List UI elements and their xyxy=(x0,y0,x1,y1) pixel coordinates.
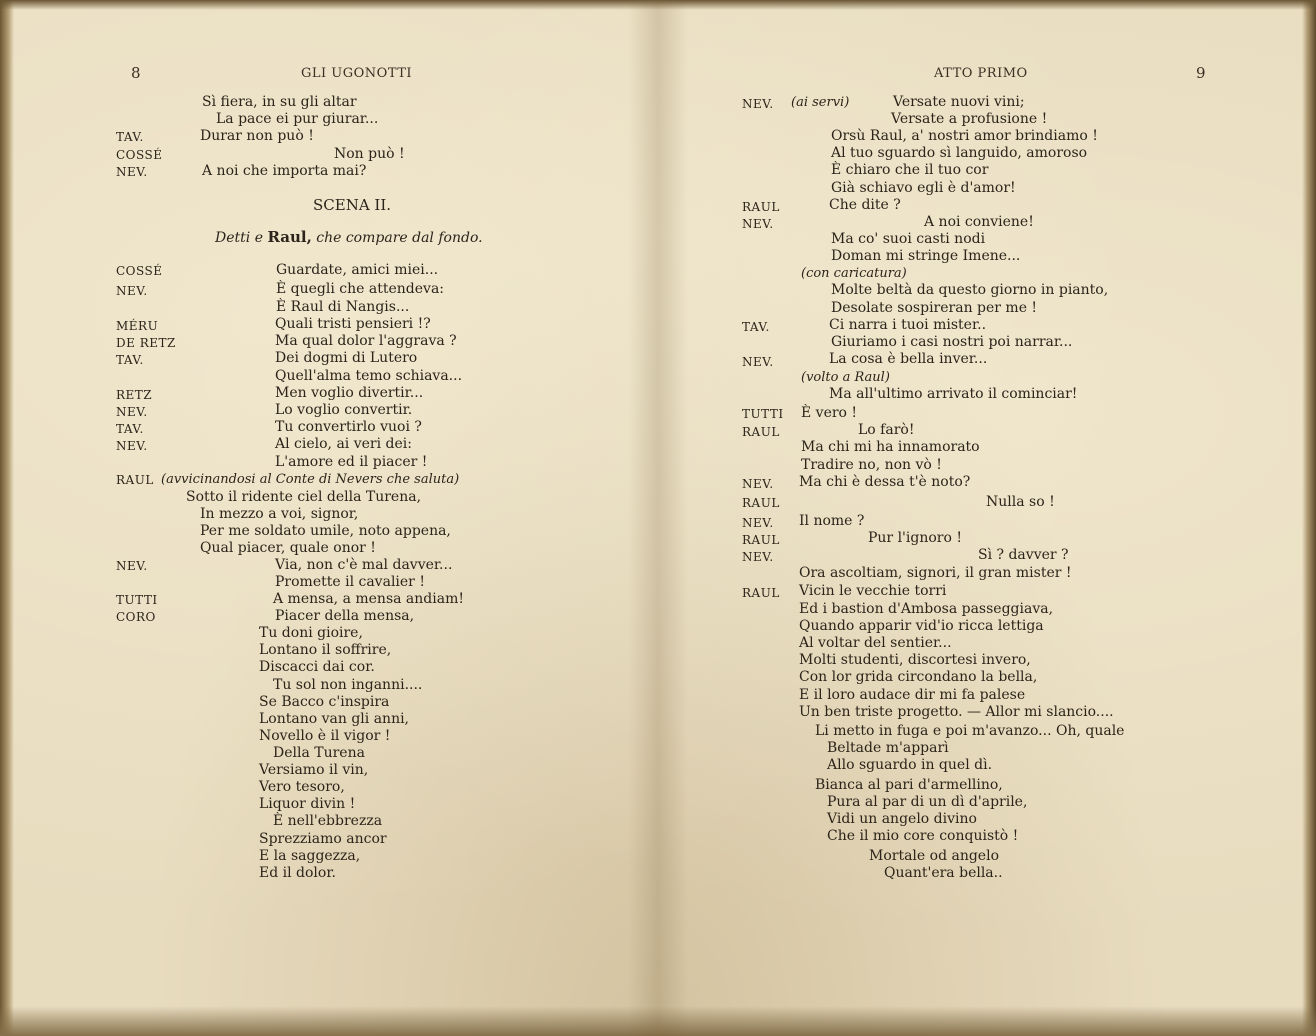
speaker-label: RAUL xyxy=(742,200,780,214)
speaker-label: NEV. xyxy=(116,439,148,453)
verse-line: Tu sol non inganni.... xyxy=(273,677,423,693)
scene-title: SCENA II. xyxy=(313,196,392,214)
verse-line: È nell'ebbrezza xyxy=(273,813,383,829)
speaker-label: TAV. xyxy=(116,130,144,144)
verse-line: Lo voglio convertir. xyxy=(275,402,413,418)
verse-line: Novello è il vigor ! xyxy=(259,728,391,744)
verse-line: Il nome ? xyxy=(799,513,865,529)
speaker-label: TAV. xyxy=(742,320,770,334)
verse-line: Bianca al pari d'armellino, xyxy=(815,777,1003,793)
verse-line: A noi conviene! xyxy=(924,214,1034,230)
speaker-label: TUTTI xyxy=(742,407,784,421)
verse-line: Che dite ? xyxy=(829,197,901,213)
speaker-label: NEV. xyxy=(116,284,148,298)
verse-line: Già schiavo egli è d'amor! xyxy=(831,180,1016,196)
verse-line: Vidi un angelo divino xyxy=(827,811,977,827)
verse-line: Lontano il soffrire, xyxy=(259,642,392,658)
verse-line: È chiaro che il tuo cor xyxy=(831,162,989,178)
speaker-label: TUTTI xyxy=(116,593,158,607)
speaker-label: NEV. xyxy=(742,550,774,564)
verse-line: Al tuo sguardo sì languido, amoroso xyxy=(831,145,1088,161)
verse-line: Ora ascoltiam, signori, il gran mister ! xyxy=(799,565,1072,581)
verse-line: Giuriamo i casi nostri poi narrar... xyxy=(831,334,1073,350)
verse-line: Liquor divin ! xyxy=(259,796,356,812)
verse-line: Men voglio divertir... xyxy=(275,385,424,401)
verse-line: L'amore ed il piacer ! xyxy=(275,454,428,470)
verse-line: Della Turena xyxy=(273,745,365,761)
speaker-label: NEV. xyxy=(742,355,774,369)
speaker-label: COSSÉ xyxy=(116,148,163,162)
stage-direction-text: Detti e xyxy=(215,230,268,246)
verse-line: Pur l'ignoro ! xyxy=(868,530,962,546)
verse-line: Sprezziamo ancor xyxy=(259,831,387,847)
stage-direction xyxy=(215,229,483,247)
verse-line: Durar non può ! xyxy=(200,128,314,144)
verse-line: Quando apparir vid'io ricca lettiga xyxy=(799,618,1044,634)
verse-line: Li metto in fuga e poi m'avanzo... Oh, quale xyxy=(815,723,1125,739)
verse-line: La cosa è bella inver... xyxy=(829,351,988,367)
verse-line: Doman mi stringe Imene... xyxy=(831,248,1021,264)
verse-line: Qual piacer, quale onor ! xyxy=(200,540,376,556)
verse-line: Sì fiera, in su gli altar xyxy=(202,94,357,110)
speaker-label: COSSÉ xyxy=(116,264,163,278)
stage-direction: (avvicinandosi al Conte di Nevers che saluta) xyxy=(161,472,460,487)
speaker-label: NEV. xyxy=(116,559,148,573)
speaker-label: MÉRU xyxy=(116,319,159,333)
verse-line: Ma chi è dessa t'è noto? xyxy=(799,474,971,490)
verse-line: In mezzo a voi, signor, xyxy=(200,506,359,522)
verse-line: È quegli che attendeva: xyxy=(276,281,445,297)
page-edge xyxy=(0,0,14,1036)
speaker-label: NEV. xyxy=(742,97,774,111)
running-head: GLI UGONOTTI xyxy=(301,66,413,81)
character-name: Raul, xyxy=(267,228,312,246)
verse-line: Versate a profusione ! xyxy=(891,111,1048,127)
stage-direction-text: che compare dal fondo. xyxy=(311,230,483,246)
verse-line: Mortale od angelo xyxy=(869,848,999,864)
verse-line: Ma all'ultimo arrivato il cominciar! xyxy=(829,386,1078,402)
verse-line: Vicin le vecchie torri xyxy=(799,583,947,599)
speaker-label: RAUL xyxy=(116,473,154,487)
verse-line: E il loro audace dir mi fa palese xyxy=(799,687,1026,703)
verse-line: E la saggezza, xyxy=(259,848,361,864)
verse-line: A mensa, a mensa andiam! xyxy=(273,591,464,607)
verse-line: Guardate, amici miei... xyxy=(276,262,439,278)
verse-line: Vero tesoro, xyxy=(259,779,345,795)
verse-line: Tu convertirlo vuoi ? xyxy=(275,419,422,435)
verse-line: Tu doni gioire, xyxy=(259,625,363,641)
verse-line: La pace ei pur giurar... xyxy=(216,111,379,127)
verse-line: Orsù Raul, a' nostri amor brindiamo ! xyxy=(831,128,1098,144)
speaker-label: RAUL xyxy=(742,425,780,439)
speaker-label: NEV. xyxy=(116,165,148,179)
verse-line: Se Bacco c'inspira xyxy=(259,694,390,710)
speaker-label: RAUL xyxy=(742,586,780,600)
verse-line: Che il mio core conquistò ! xyxy=(827,828,1019,844)
speaker-label: NEV. xyxy=(742,516,774,530)
verse-line: Quell'alma temo schiava... xyxy=(275,368,463,384)
stage-direction: (con caricatura) xyxy=(801,266,907,281)
verse-line: Molti studenti, discortesi invero, xyxy=(799,652,1031,668)
verse-line: È Raul di Nangis... xyxy=(276,299,410,315)
verse-line: Desolate sospireran per me ! xyxy=(831,300,1038,316)
verse-line: Con lor grida circondano la bella, xyxy=(799,669,1038,685)
page-number: 8 xyxy=(131,64,142,82)
verse-line: Ma co' suoi casti nodi xyxy=(831,231,986,247)
verse-line: Ed i bastion d'Ambosa passeggiava, xyxy=(799,601,1054,617)
verse-line: Ci narra i tuoi mister.. xyxy=(829,317,987,333)
verse-line: Tradire no, non vò ! xyxy=(801,457,942,473)
verse-line: È vero ! xyxy=(801,405,858,421)
speaker-label: TAV. xyxy=(116,353,144,367)
verse-line: Pura al par di un dì d'aprile, xyxy=(827,794,1028,810)
verse-line: Quali tristi pensieri !? xyxy=(275,316,431,332)
verse-line: Discacci dai cor. xyxy=(259,659,375,675)
speaker-label: NEV. xyxy=(742,217,774,231)
verse-line: Per me soldato umile, noto appena, xyxy=(200,523,451,539)
verse-line: Quant'era bella.. xyxy=(884,865,1003,881)
speaker-label: TAV. xyxy=(116,422,144,436)
speaker-label: RAUL xyxy=(742,533,780,547)
speaker-label: CORO xyxy=(116,610,156,624)
verse-line: Dei dogmi di Lutero xyxy=(275,350,418,366)
page-number: 9 xyxy=(1196,64,1207,82)
speaker-label: RAUL xyxy=(742,496,780,510)
verse-line: Ma chi mi ha innamorato xyxy=(801,439,980,455)
verse-line: A noi che importa mai? xyxy=(202,163,367,179)
verse-line: Sì ? davver ? xyxy=(978,547,1069,563)
verse-line: Allo sguardo in quel dì. xyxy=(827,757,993,773)
running-head: ATTO PRIMO xyxy=(934,66,1028,81)
verse-line: Beltade m'apparì xyxy=(827,740,949,756)
page-edge xyxy=(1302,0,1316,1036)
verse-line: Al cielo, ai veri dei: xyxy=(275,436,412,452)
speaker-label: DE RETZ xyxy=(116,336,176,350)
verse-line: Molte beltà da questo giorno in pianto, xyxy=(831,282,1109,298)
verse-line: Ma qual dolor l'aggrava ? xyxy=(275,333,457,349)
verse-line: Versiamo il vin, xyxy=(259,762,369,778)
verse-line: Ed il dolor. xyxy=(259,865,336,881)
verse-line: Un ben triste progetto. — Allor mi slancio.... xyxy=(799,704,1114,720)
speaker-label: NEV. xyxy=(742,477,774,491)
verse-line: Nulla so ! xyxy=(986,494,1055,510)
verse-line: Lontano van gli anni, xyxy=(259,711,410,727)
verse-line: Promette il cavalier ! xyxy=(275,574,425,590)
verse-line: Piacer della mensa, xyxy=(275,608,415,624)
speaker-label: NEV. xyxy=(116,405,148,419)
verse-line: Lo farò! xyxy=(858,422,915,438)
verse-line: Via, non c'è mal davver... xyxy=(275,557,453,573)
stage-direction: (ai servi) xyxy=(791,95,850,110)
book-gutter xyxy=(628,0,688,1036)
speaker-label: RETZ xyxy=(116,388,153,402)
stage-direction: (volto a Raul) xyxy=(801,370,890,385)
verse-line: Non può ! xyxy=(334,146,405,162)
verse-line: Sotto il ridente ciel della Turena, xyxy=(186,489,422,505)
verse-line: Al voltar del sentier... xyxy=(799,635,952,651)
verse-line: Versate nuovi vini; xyxy=(893,94,1025,110)
